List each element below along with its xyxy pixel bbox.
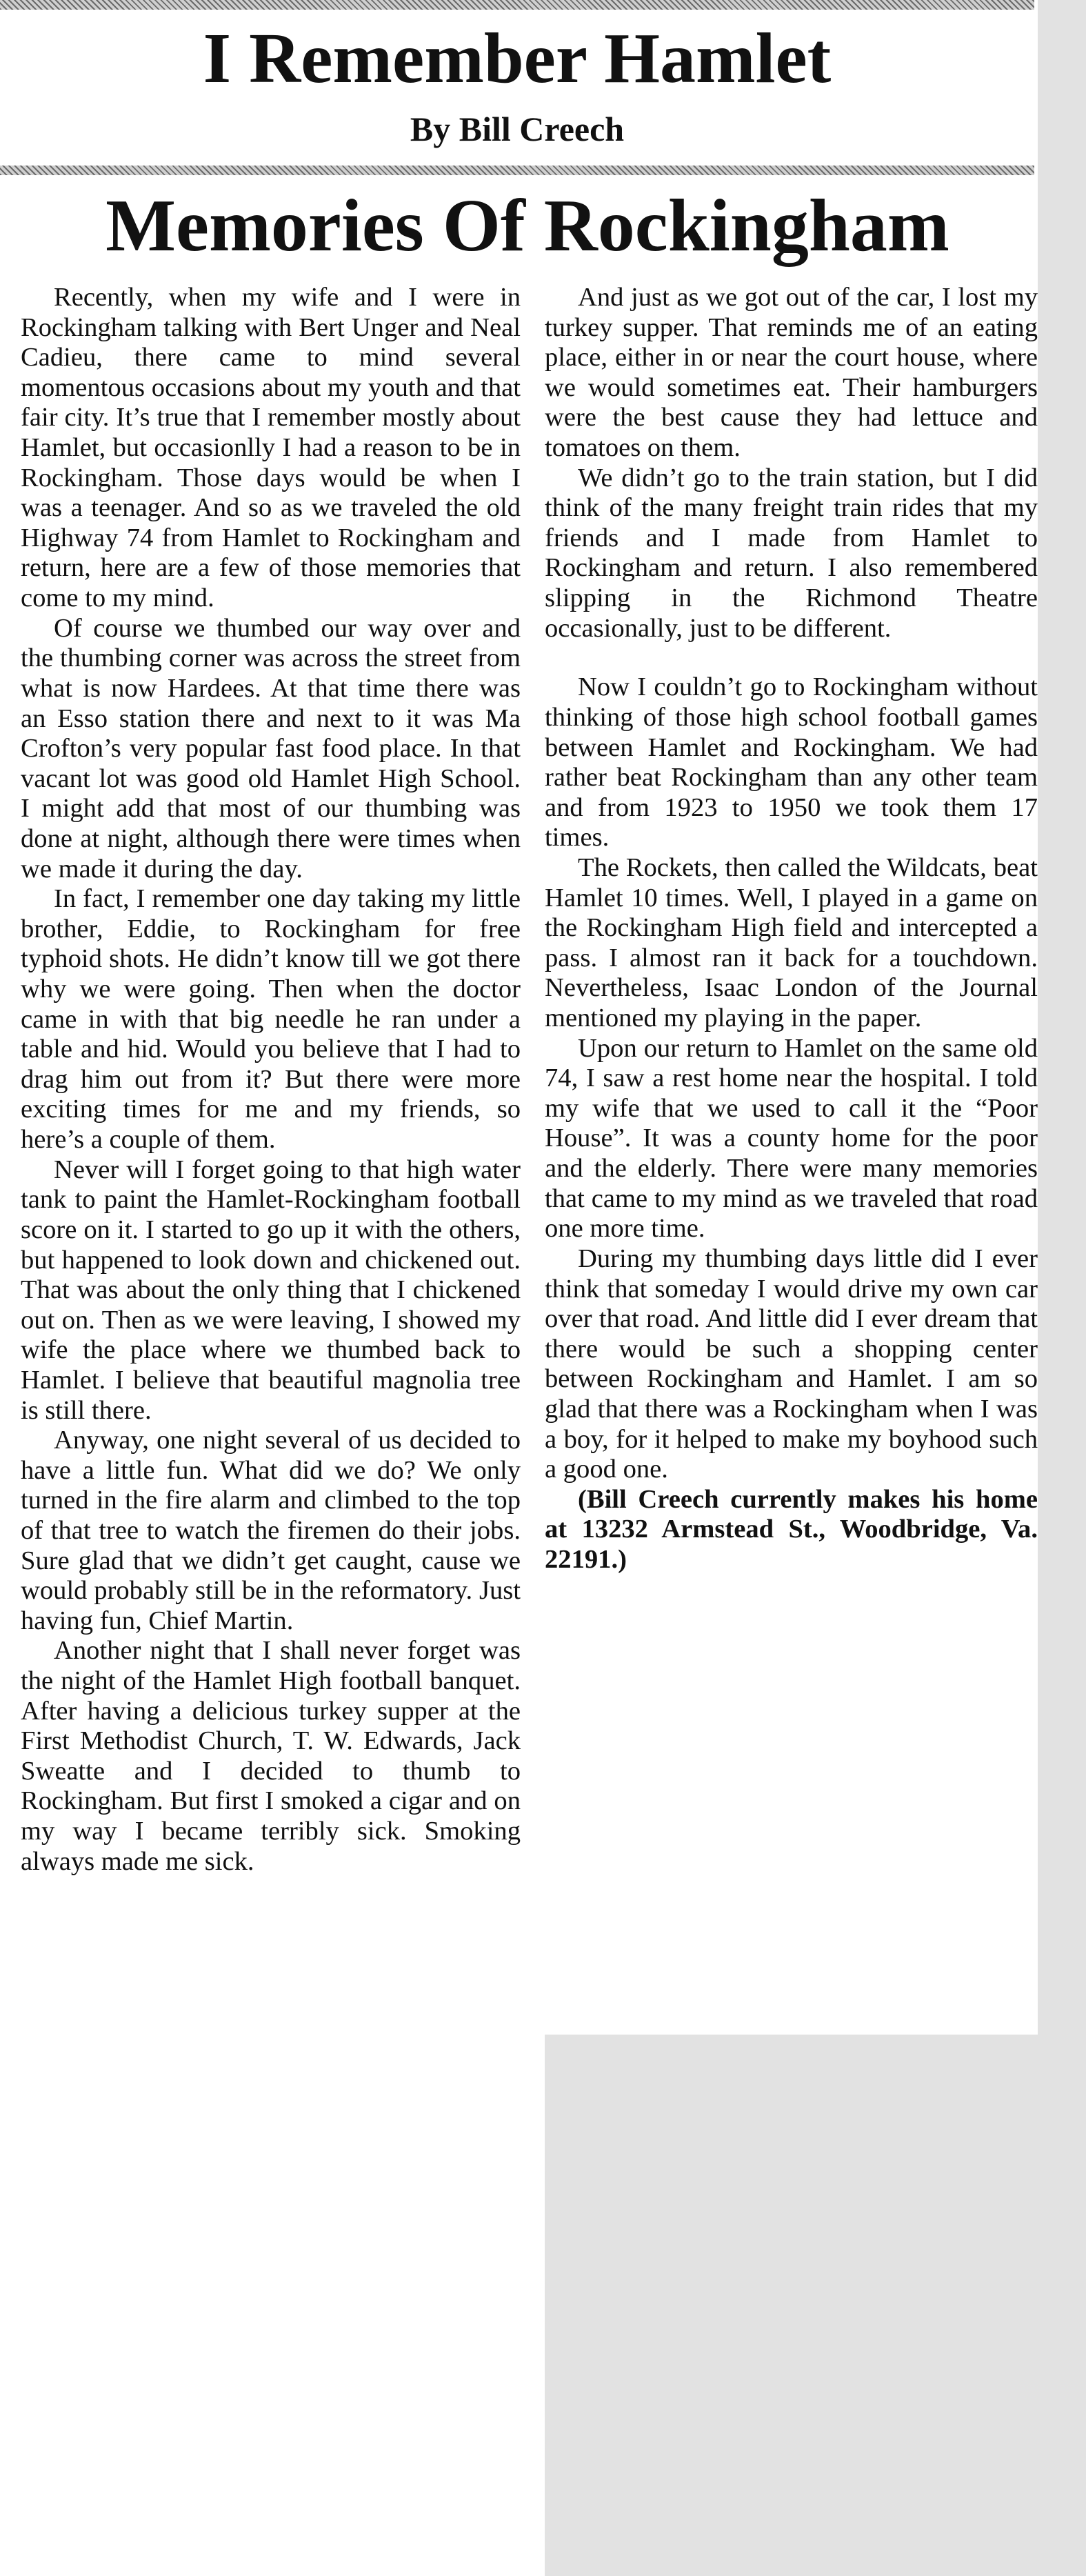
paragraph: Another night that I shall never forget was the night of the Hamlet High football banquet. After having a delicious turkey supper at the First Methodist Church, T. W. Edwards, Jack Sweatte and I decided to thumb to Rockingham. But first I smoked a cigar and on my way I became terribly sick. Smoking always made me sick. <box>21 1636 521 1876</box>
paragraph: Of course we thumbed our way over and the thumbing corner was across the street from what is now Hardees. At that time there was an Esso station there and next to it was Ma Crofton’s very popular fast food place. In that vacant lot was good old Hamlet High School. I might add that most of our thumbing was done at night, although there were times when we made it during the day. <box>21 613 521 883</box>
article-left-column <box>21 283 521 1877</box>
header-rule <box>0 166 1034 175</box>
author-note: (Bill Creech currently makes his home at 13232 Armstead St., Woodbridge, Va. 22191.) <box>545 1484 1038 1574</box>
paragraph: Anyway, one night several of us decided to have a little fun. What did we do? We only turned in the fire alarm and climbed to the top of that tree to watch the firemen do their jobs. Sure glad that we didn’t get caught, cause we would probably still be in the reformatory. Just having fun, Chief Martin. <box>21 1426 521 1635</box>
paragraph: During my thumbing days little did I ever think that someday I would drive my own car over that road. And little did I ever dream that there would be such a shopping center between Rockingham and Hamlet. I am so glad that there was a Rockingham when I was a boy, for it helped to make my boyhood such a good one. <box>545 1244 1038 1484</box>
paragraph: Recently, when my wife and I were in Rockingham talking with Bert Unger and Neal Cadieu, there came to mind several momentous occasions about my youth and that fair city. It’s true that I remember mostly about Hamlet, but occasionlly I had a reason to be in Rockingham. Those days would be when I was a teenager. And so as we traveled the old Highway 74 from Hamlet to Rockingham and return, here are a few of those memories that come to my mind. <box>21 283 521 613</box>
page-edge-shade <box>545 2035 1080 2576</box>
paragraph: And just as we got out of the car, I lost my turkey supper. That reminds me of an eating place, either in or near the court house, where we would sometimes eat. Their hamburgers were the best cause they had lettuce and tomatoes on them. <box>545 283 1038 463</box>
paragraph: Upon our return to Hamlet on the same old 74, I saw a rest home near the hospital. I told my wife that we used to call it the “Poor House”. It was a county home for the poor and the elderly. There were many memories that came to my mind as we traveled that road one more time. <box>545 1033 1038 1244</box>
paragraph: Never will I forget going to that high water tank to paint the Hamlet-Rockingham football score on it. I started to go up it with the others, but happened to look down and chickened out. That was about the only thing that I chickened out on. Then as we were leaving, I showed my wife the place where we thumbed back to Hamlet. I believe that beautiful magnolia tree is still there. <box>21 1155 521 1425</box>
paragraph: We didn’t go to the train station, but I did think of the many freight train rides that my friends and I made from Hamlet to Rockingham and return. I also remembered slipping in the Richmond Theatre occasionally, just to be different. <box>545 463 1038 643</box>
headline: Memories Of Rockingham <box>105 185 949 267</box>
paragraph: Now I couldn’t go to Rockingham without thinking of those high school football games between Hamlet and Rockingham. We had rather beat Rockingham than any other team and from 1923 to 1950 we took them 17 times. <box>545 672 1038 852</box>
top-rule <box>0 0 1034 10</box>
paragraph: The Rockets, then called the Wildcats, beat Hamlet 10 times. Well, I played in a game on the Rockingham High field and intercepted a pass. I almost ran it back for a touchdown. Nevertheless, Isaac London of the Journal mentioned my playing in the paper. <box>545 852 1038 1033</box>
column-title: I Remember Hamlet <box>203 19 832 98</box>
byline: By Bill Creech <box>410 110 625 148</box>
paragraph: In fact, I remember one day taking my little brother, Eddie, to Rockingham for free typhoid shots. He didn’t know till we got there why we were going. Then when the doctor came in with that big needle he ran under a table and hid. Would you believe that I had to drag him out from it? But there were more exciting times for me and my friends, so here’s a couple of them. <box>21 884 521 1155</box>
article-right-column <box>545 283 1038 1575</box>
page-margin-shade <box>1038 0 1086 2576</box>
